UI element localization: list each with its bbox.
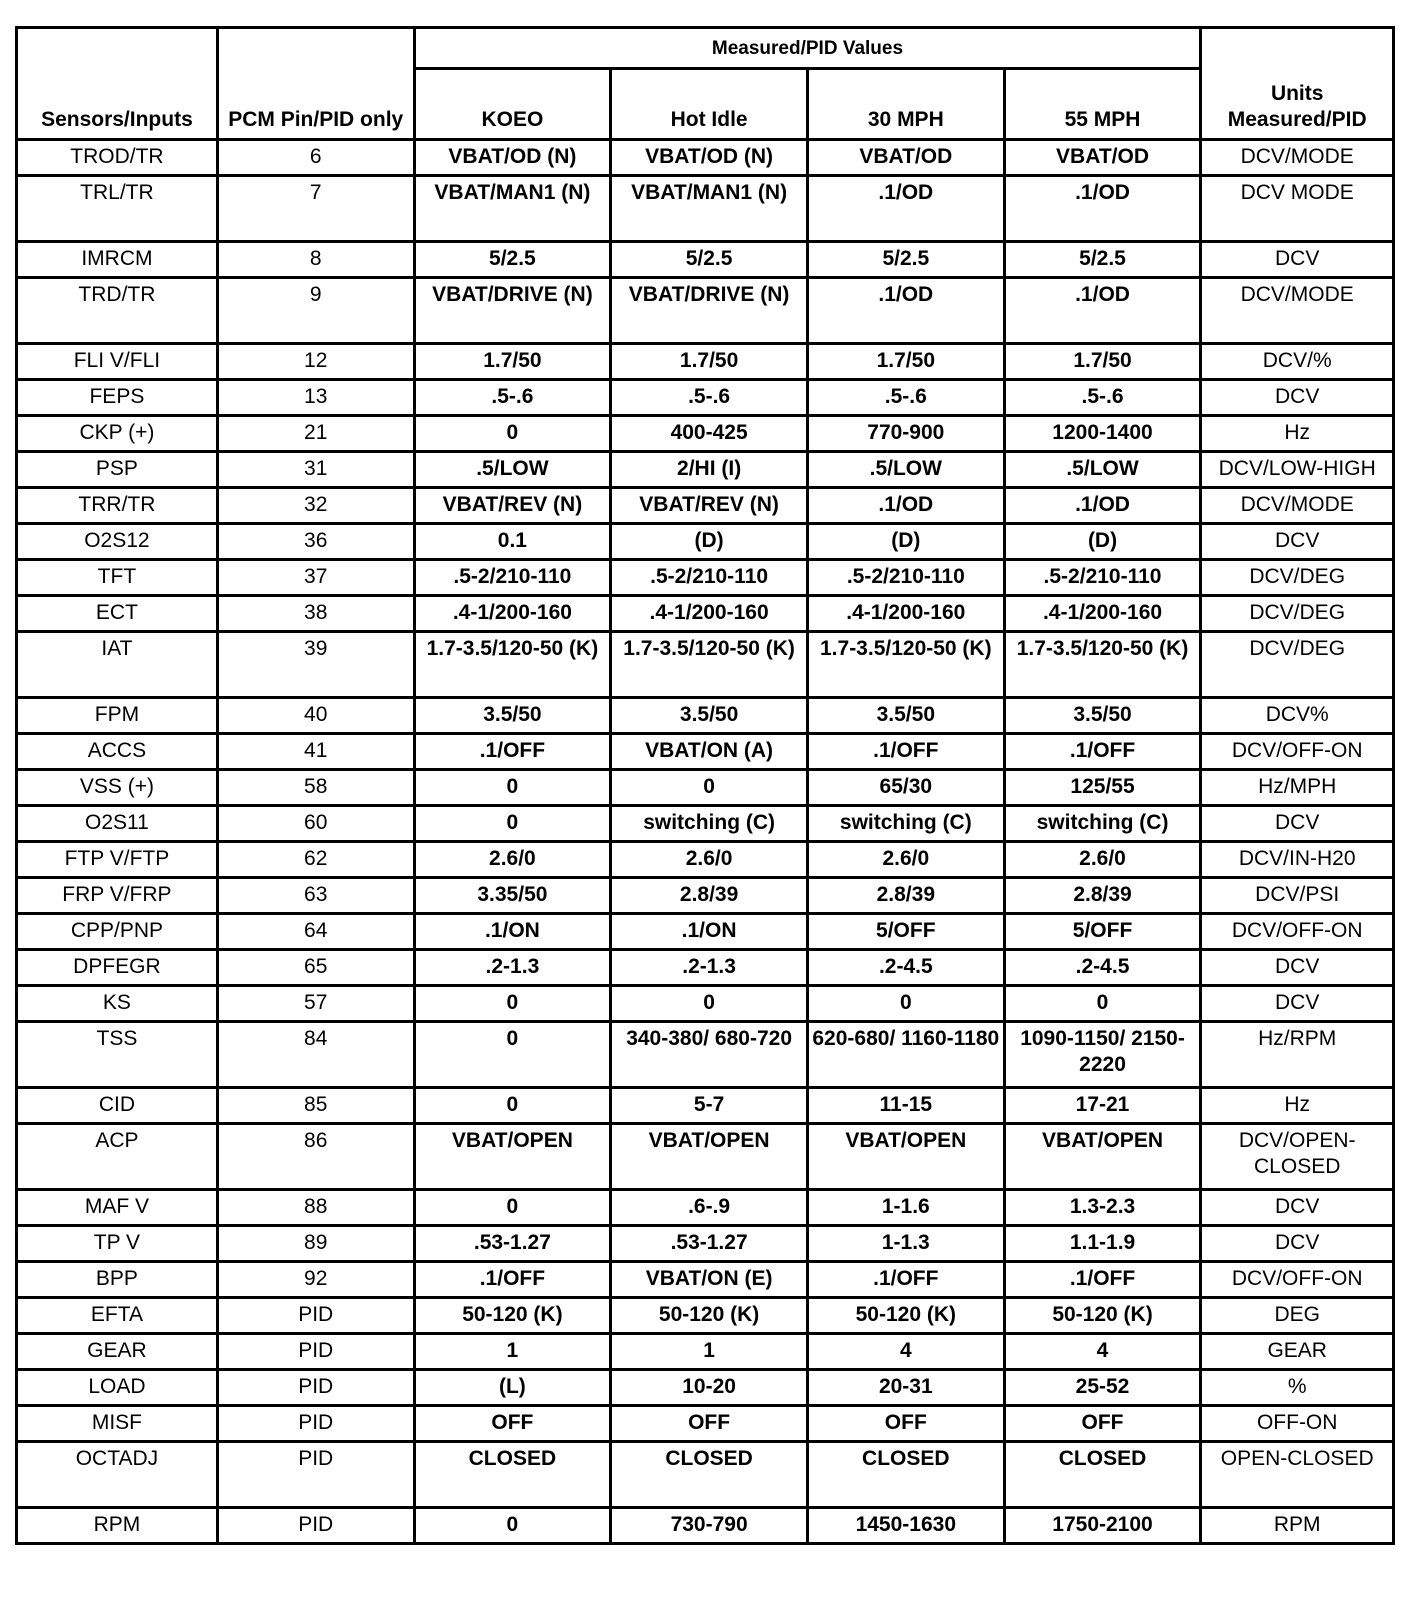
mph55-value-cell: .4-1/200-160 (1004, 596, 1201, 632)
sensor-cell: FTP V/FTP (17, 842, 218, 878)
hot-idle-value-cell: CLOSED (611, 1442, 808, 1508)
mph55-value-cell: .1/OD (1004, 488, 1201, 524)
pcm-pin-cell: 9 (217, 278, 414, 344)
koeo-value-cell: .5/LOW (414, 452, 611, 488)
mph30-value-cell: 65/30 (807, 770, 1004, 806)
hot-idle-value-cell: VBAT/DRIVE (N) (611, 278, 808, 344)
units-cell: DCV% (1201, 698, 1394, 734)
mph55-value-cell: 1090-1150/ 2150-2220 (1004, 1022, 1201, 1088)
table-row (17, 1370, 1394, 1406)
units-cell: DCV/MODE (1201, 140, 1394, 176)
pcm-pin-cell: 31 (217, 452, 414, 488)
pcm-pin-cell: 40 (217, 698, 414, 734)
koeo-value-cell: 3.35/50 (414, 878, 611, 914)
table-row (17, 1442, 1394, 1508)
mph30-value-cell: .2-4.5 (807, 950, 1004, 986)
koeo-value-cell: .53-1.27 (414, 1226, 611, 1262)
mph30-value-cell: 1450-1630 (807, 1508, 1004, 1544)
pcm-pin-cell: 85 (217, 1088, 414, 1124)
pcm-pin-cell: 64 (217, 914, 414, 950)
table-body (17, 140, 1394, 1544)
hot-idle-value-cell: VBAT/OPEN (611, 1124, 808, 1190)
units-cell: OFF-ON (1201, 1406, 1394, 1442)
koeo-value-cell: CLOSED (414, 1442, 611, 1508)
units-cell: RPM (1201, 1508, 1394, 1544)
koeo-value-cell: .2-1.3 (414, 950, 611, 986)
mph30-value-cell: 1-1.3 (807, 1226, 1004, 1262)
hot-idle-value-cell: 2.6/0 (611, 842, 808, 878)
hot-idle-value-cell: 400-425 (611, 416, 808, 452)
sensor-cell: O2S12 (17, 524, 218, 560)
table-row (17, 596, 1394, 632)
col-header-units: Units Measured/PID (1201, 28, 1394, 140)
sensor-cell: FEPS (17, 380, 218, 416)
table-row (17, 1508, 1394, 1544)
hot-idle-value-cell: VBAT/OD (N) (611, 140, 808, 176)
mph55-value-cell: .1/OFF (1004, 1262, 1201, 1298)
units-cell: Hz/RPM (1201, 1022, 1394, 1088)
mph55-value-cell: 5/OFF (1004, 914, 1201, 950)
units-cell: DCV/OFF-ON (1201, 914, 1394, 950)
table-row (17, 278, 1394, 344)
mph30-value-cell: 4 (807, 1334, 1004, 1370)
pcm-pin-cell: 58 (217, 770, 414, 806)
mph30-value-cell: .5-2/210-110 (807, 560, 1004, 596)
units-cell: DCV (1201, 242, 1394, 278)
koeo-value-cell: 5/2.5 (414, 242, 611, 278)
pcm-pin-cell: 38 (217, 596, 414, 632)
units-cell: DCV/LOW-HIGH (1201, 452, 1394, 488)
hot-idle-value-cell: VBAT/MAN1 (N) (611, 176, 808, 242)
mph55-value-cell: .1/OD (1004, 278, 1201, 344)
hot-idle-value-cell: 2/HI (I) (611, 452, 808, 488)
koeo-value-cell: 2.6/0 (414, 842, 611, 878)
mph30-value-cell: .4-1/200-160 (807, 596, 1004, 632)
mph55-value-cell: 5/2.5 (1004, 242, 1201, 278)
mph30-value-cell: 1.7/50 (807, 344, 1004, 380)
mph30-value-cell: 770-900 (807, 416, 1004, 452)
hot-idle-value-cell: 0 (611, 770, 808, 806)
mph30-value-cell: 3.5/50 (807, 698, 1004, 734)
mph30-value-cell: (D) (807, 524, 1004, 560)
units-cell: DCV/OFF-ON (1201, 734, 1394, 770)
units-cell: % (1201, 1370, 1394, 1406)
koeo-value-cell: .1/ON (414, 914, 611, 950)
col-header-hot-idle: Hot Idle (611, 69, 808, 140)
mph30-value-cell: 2.8/39 (807, 878, 1004, 914)
hot-idle-value-cell: .5-2/210-110 (611, 560, 808, 596)
koeo-value-cell: VBAT/MAN1 (N) (414, 176, 611, 242)
mph55-value-cell: CLOSED (1004, 1442, 1201, 1508)
hot-idle-value-cell: 340-380/ 680-720 (611, 1022, 808, 1088)
sensor-cell: TROD/TR (17, 140, 218, 176)
pcm-pin-cell: 32 (217, 488, 414, 524)
units-cell: GEAR (1201, 1334, 1394, 1370)
sensor-cell: MAF V (17, 1190, 218, 1226)
sensor-cell: OCTADJ (17, 1442, 218, 1508)
pcm-pin-cell: 39 (217, 632, 414, 698)
mph55-value-cell: 17-21 (1004, 1088, 1201, 1124)
sensor-cell: TSS (17, 1022, 218, 1088)
mph55-value-cell: 2.8/39 (1004, 878, 1201, 914)
units-cell: Hz (1201, 1088, 1394, 1124)
hot-idle-value-cell: .2-1.3 (611, 950, 808, 986)
koeo-value-cell: 0 (414, 416, 611, 452)
sensor-cell: TFT (17, 560, 218, 596)
units-cell: DCV (1201, 380, 1394, 416)
sensor-cell: FLI V/FLI (17, 344, 218, 380)
mph30-value-cell: 5/OFF (807, 914, 1004, 950)
mph55-value-cell: .1/OD (1004, 176, 1201, 242)
mph30-value-cell: 50-120 (K) (807, 1298, 1004, 1334)
mph55-value-cell: .5-2/210-110 (1004, 560, 1201, 596)
mph55-value-cell: 2.6/0 (1004, 842, 1201, 878)
mph55-value-cell: .2-4.5 (1004, 950, 1201, 986)
mph55-value-cell: 1.7/50 (1004, 344, 1201, 380)
hot-idle-value-cell: 3.5/50 (611, 698, 808, 734)
units-cell: DCV MODE (1201, 176, 1394, 242)
mph55-value-cell: .5-.6 (1004, 380, 1201, 416)
hot-idle-value-cell: 1 (611, 1334, 808, 1370)
table-row (17, 344, 1394, 380)
mph55-value-cell: 1.3-2.3 (1004, 1190, 1201, 1226)
hot-idle-value-cell: 5/2.5 (611, 242, 808, 278)
mph30-value-cell: .1/OD (807, 278, 1004, 344)
hot-idle-value-cell: .4-1/200-160 (611, 596, 808, 632)
units-cell: DCV (1201, 950, 1394, 986)
sensor-cell: EFTA (17, 1298, 218, 1334)
sensor-cell: LOAD (17, 1370, 218, 1406)
pcm-pin-cell: 41 (217, 734, 414, 770)
mph55-value-cell: 0 (1004, 986, 1201, 1022)
pcm-pin-cell: 60 (217, 806, 414, 842)
pcm-pin-cell: 13 (217, 380, 414, 416)
sensor-cell: IMRCM (17, 242, 218, 278)
table-row (17, 242, 1394, 278)
table-row (17, 632, 1394, 698)
table-row (17, 176, 1394, 242)
table-row (17, 734, 1394, 770)
sensor-cell: DPFEGR (17, 950, 218, 986)
pcm-pin-cell: 88 (217, 1190, 414, 1226)
col-group-header-measured-values: Measured/PID Values (414, 28, 1201, 69)
units-cell: DCV/MODE (1201, 278, 1394, 344)
pcm-pin-cell: 36 (217, 524, 414, 560)
pid-values-table (15, 26, 1395, 1545)
table-row (17, 1334, 1394, 1370)
mph55-value-cell: 125/55 (1004, 770, 1201, 806)
units-cell: DCV (1201, 1226, 1394, 1262)
mph30-value-cell: VBAT/OPEN (807, 1124, 1004, 1190)
koeo-value-cell: 1.7/50 (414, 344, 611, 380)
koeo-value-cell: .1/OFF (414, 734, 611, 770)
table-row (17, 524, 1394, 560)
sensor-cell: FPM (17, 698, 218, 734)
mph30-value-cell: .5/LOW (807, 452, 1004, 488)
sensor-cell: GEAR (17, 1334, 218, 1370)
mph30-value-cell: .1/OD (807, 176, 1004, 242)
hot-idle-value-cell: 0 (611, 986, 808, 1022)
koeo-value-cell: 0 (414, 986, 611, 1022)
col-header-30-mph: 30 MPH (807, 69, 1004, 140)
koeo-value-cell: 1.7-3.5/120-50 (K) (414, 632, 611, 698)
pcm-pin-cell: 65 (217, 950, 414, 986)
units-cell: Hz (1201, 416, 1394, 452)
koeo-value-cell: (L) (414, 1370, 611, 1406)
units-cell: DCV/DEG (1201, 560, 1394, 596)
mph30-value-cell: 20-31 (807, 1370, 1004, 1406)
sensor-cell: CID (17, 1088, 218, 1124)
mph55-value-cell: (D) (1004, 524, 1201, 560)
koeo-value-cell: VBAT/OPEN (414, 1124, 611, 1190)
sensor-cell: O2S11 (17, 806, 218, 842)
table-row (17, 806, 1394, 842)
koeo-value-cell: VBAT/REV (N) (414, 488, 611, 524)
mph55-value-cell: 50-120 (K) (1004, 1298, 1201, 1334)
units-cell: DEG (1201, 1298, 1394, 1334)
table-row (17, 950, 1394, 986)
sensor-cell: CPP/PNP (17, 914, 218, 950)
col-header-koeo: KOEO (414, 69, 611, 140)
hot-idle-value-cell: .6-.9 (611, 1190, 808, 1226)
pcm-pin-cell: PID (217, 1370, 414, 1406)
table-row (17, 560, 1394, 596)
units-cell: DCV/IN-H20 (1201, 842, 1394, 878)
table-row (17, 1262, 1394, 1298)
mph30-value-cell: 1-1.6 (807, 1190, 1004, 1226)
hot-idle-value-cell: (D) (611, 524, 808, 560)
table-row (17, 452, 1394, 488)
koeo-value-cell: OFF (414, 1406, 611, 1442)
koeo-value-cell: 0 (414, 1088, 611, 1124)
koeo-value-cell: 0 (414, 770, 611, 806)
table-row (17, 1022, 1394, 1088)
hot-idle-value-cell: 5-7 (611, 1088, 808, 1124)
table-row (17, 1226, 1394, 1262)
units-cell: Hz/MPH (1201, 770, 1394, 806)
sensor-cell: TP V (17, 1226, 218, 1262)
hot-idle-value-cell: 1.7/50 (611, 344, 808, 380)
mph55-value-cell: 1.1-1.9 (1004, 1226, 1201, 1262)
mph30-value-cell: .5-.6 (807, 380, 1004, 416)
pcm-pid-reference-sheet (15, 26, 1395, 1545)
hot-idle-value-cell: VBAT/REV (N) (611, 488, 808, 524)
table-header (17, 28, 1394, 140)
mph55-value-cell: 1.7-3.5/120-50 (K) (1004, 632, 1201, 698)
pcm-pin-cell: PID (217, 1508, 414, 1544)
table-row (17, 1124, 1394, 1190)
koeo-value-cell: 3.5/50 (414, 698, 611, 734)
pcm-pin-cell: 37 (217, 560, 414, 596)
mph55-value-cell: .5/LOW (1004, 452, 1201, 488)
koeo-value-cell: 1 (414, 1334, 611, 1370)
mph55-value-cell: 1200-1400 (1004, 416, 1201, 452)
units-cell: DCV/PSI (1201, 878, 1394, 914)
hot-idle-value-cell: 1.7-3.5/120-50 (K) (611, 632, 808, 698)
koeo-value-cell: 0 (414, 1022, 611, 1088)
mph30-value-cell: .1/OD (807, 488, 1004, 524)
hot-idle-value-cell: switching (C) (611, 806, 808, 842)
hot-idle-value-cell: VBAT/ON (A) (611, 734, 808, 770)
table-row (17, 140, 1394, 176)
sensor-cell: VSS (+) (17, 770, 218, 806)
mph30-value-cell: 5/2.5 (807, 242, 1004, 278)
mph30-value-cell: 2.6/0 (807, 842, 1004, 878)
mph30-value-cell: 1.7-3.5/120-50 (K) (807, 632, 1004, 698)
mph55-value-cell: 4 (1004, 1334, 1201, 1370)
koeo-value-cell: 0 (414, 806, 611, 842)
koeo-value-cell: VBAT/DRIVE (N) (414, 278, 611, 344)
pcm-pin-cell: 62 (217, 842, 414, 878)
pcm-pin-cell: PID (217, 1298, 414, 1334)
sensor-cell: IAT (17, 632, 218, 698)
units-cell: DCV/OFF-ON (1201, 1262, 1394, 1298)
pcm-pin-cell: 12 (217, 344, 414, 380)
sensor-cell: TRR/TR (17, 488, 218, 524)
units-cell: OPEN-CLOSED (1201, 1442, 1394, 1508)
hot-idle-value-cell: 730-790 (611, 1508, 808, 1544)
table-row (17, 1088, 1394, 1124)
col-header-55-mph: 55 MPH (1004, 69, 1201, 140)
units-cell: DCV (1201, 806, 1394, 842)
table-row (17, 488, 1394, 524)
hot-idle-value-cell: 2.8/39 (611, 878, 808, 914)
sensor-cell: RPM (17, 1508, 218, 1544)
koeo-value-cell: VBAT/OD (N) (414, 140, 611, 176)
table-row (17, 1406, 1394, 1442)
sensor-cell: BPP (17, 1262, 218, 1298)
mph30-value-cell: VBAT/OD (807, 140, 1004, 176)
mph30-value-cell: 11-15 (807, 1088, 1004, 1124)
hot-idle-value-cell: 10-20 (611, 1370, 808, 1406)
table-row (17, 878, 1394, 914)
table-row (17, 1190, 1394, 1226)
pcm-pin-cell: 89 (217, 1226, 414, 1262)
pcm-pin-cell: 6 (217, 140, 414, 176)
units-cell: DCV/OPEN-CLOSED (1201, 1124, 1394, 1190)
table-row (17, 380, 1394, 416)
mph55-value-cell: 3.5/50 (1004, 698, 1201, 734)
sensor-cell: PSP (17, 452, 218, 488)
units-cell: DCV/DEG (1201, 632, 1394, 698)
koeo-value-cell: 0.1 (414, 524, 611, 560)
hot-idle-value-cell: .1/ON (611, 914, 808, 950)
pcm-pin-cell: 86 (217, 1124, 414, 1190)
sensor-cell: KS (17, 986, 218, 1022)
table-row (17, 914, 1394, 950)
pcm-pin-cell: PID (217, 1442, 414, 1508)
mph30-value-cell: OFF (807, 1406, 1004, 1442)
mph55-value-cell: switching (C) (1004, 806, 1201, 842)
units-cell: DCV (1201, 524, 1394, 560)
mph55-value-cell: 1750-2100 (1004, 1508, 1201, 1544)
mph30-value-cell: 0 (807, 986, 1004, 1022)
koeo-value-cell: 50-120 (K) (414, 1298, 611, 1334)
pcm-pin-cell: 63 (217, 878, 414, 914)
pcm-pin-cell: 7 (217, 176, 414, 242)
col-header-sensors: Sensors/Inputs (17, 28, 218, 140)
pcm-pin-cell: 84 (217, 1022, 414, 1088)
pcm-pin-cell: 21 (217, 416, 414, 452)
mph55-value-cell: VBAT/OPEN (1004, 1124, 1201, 1190)
table-row (17, 698, 1394, 734)
mph55-value-cell: VBAT/OD (1004, 140, 1201, 176)
mph30-value-cell: .1/OFF (807, 1262, 1004, 1298)
sensor-cell: ECT (17, 596, 218, 632)
units-cell: DCV (1201, 1190, 1394, 1226)
sensor-cell: ACCS (17, 734, 218, 770)
pcm-pin-cell: PID (217, 1406, 414, 1442)
mph30-value-cell: CLOSED (807, 1442, 1004, 1508)
mph55-value-cell: 25-52 (1004, 1370, 1201, 1406)
koeo-value-cell: 0 (414, 1508, 611, 1544)
sensor-cell: TRD/TR (17, 278, 218, 344)
col-header-pcm-pin: PCM Pin/PID only (217, 28, 414, 140)
units-cell: DCV/DEG (1201, 596, 1394, 632)
sensor-cell: ACP (17, 1124, 218, 1190)
units-cell: DCV (1201, 986, 1394, 1022)
koeo-value-cell: .4-1/200-160 (414, 596, 611, 632)
hot-idle-value-cell: .5-.6 (611, 380, 808, 416)
mph55-value-cell: .1/OFF (1004, 734, 1201, 770)
table-row (17, 842, 1394, 878)
pcm-pin-cell: 57 (217, 986, 414, 1022)
sensor-cell: TRL/TR (17, 176, 218, 242)
pcm-pin-cell: PID (217, 1334, 414, 1370)
hot-idle-value-cell: .53-1.27 (611, 1226, 808, 1262)
sensor-cell: FRP V/FRP (17, 878, 218, 914)
table-row (17, 416, 1394, 452)
hot-idle-value-cell: 50-120 (K) (611, 1298, 808, 1334)
koeo-value-cell: .5-.6 (414, 380, 611, 416)
hot-idle-value-cell: OFF (611, 1406, 808, 1442)
koeo-value-cell: 0 (414, 1190, 611, 1226)
table-row (17, 1298, 1394, 1334)
pcm-pin-cell: 92 (217, 1262, 414, 1298)
header-row-group (17, 28, 1394, 69)
hot-idle-value-cell: VBAT/ON (E) (611, 1262, 808, 1298)
mph55-value-cell: OFF (1004, 1406, 1201, 1442)
mph30-value-cell: 620-680/ 1160-1180 (807, 1022, 1004, 1088)
mph30-value-cell: .1/OFF (807, 734, 1004, 770)
koeo-value-cell: .5-2/210-110 (414, 560, 611, 596)
table-row (17, 770, 1394, 806)
units-cell: DCV/% (1201, 344, 1394, 380)
sensor-cell: CKP (+) (17, 416, 218, 452)
table-row (17, 986, 1394, 1022)
mph30-value-cell: switching (C) (807, 806, 1004, 842)
koeo-value-cell: .1/OFF (414, 1262, 611, 1298)
sensor-cell: MISF (17, 1406, 218, 1442)
pcm-pin-cell: 8 (217, 242, 414, 278)
units-cell: DCV/MODE (1201, 488, 1394, 524)
